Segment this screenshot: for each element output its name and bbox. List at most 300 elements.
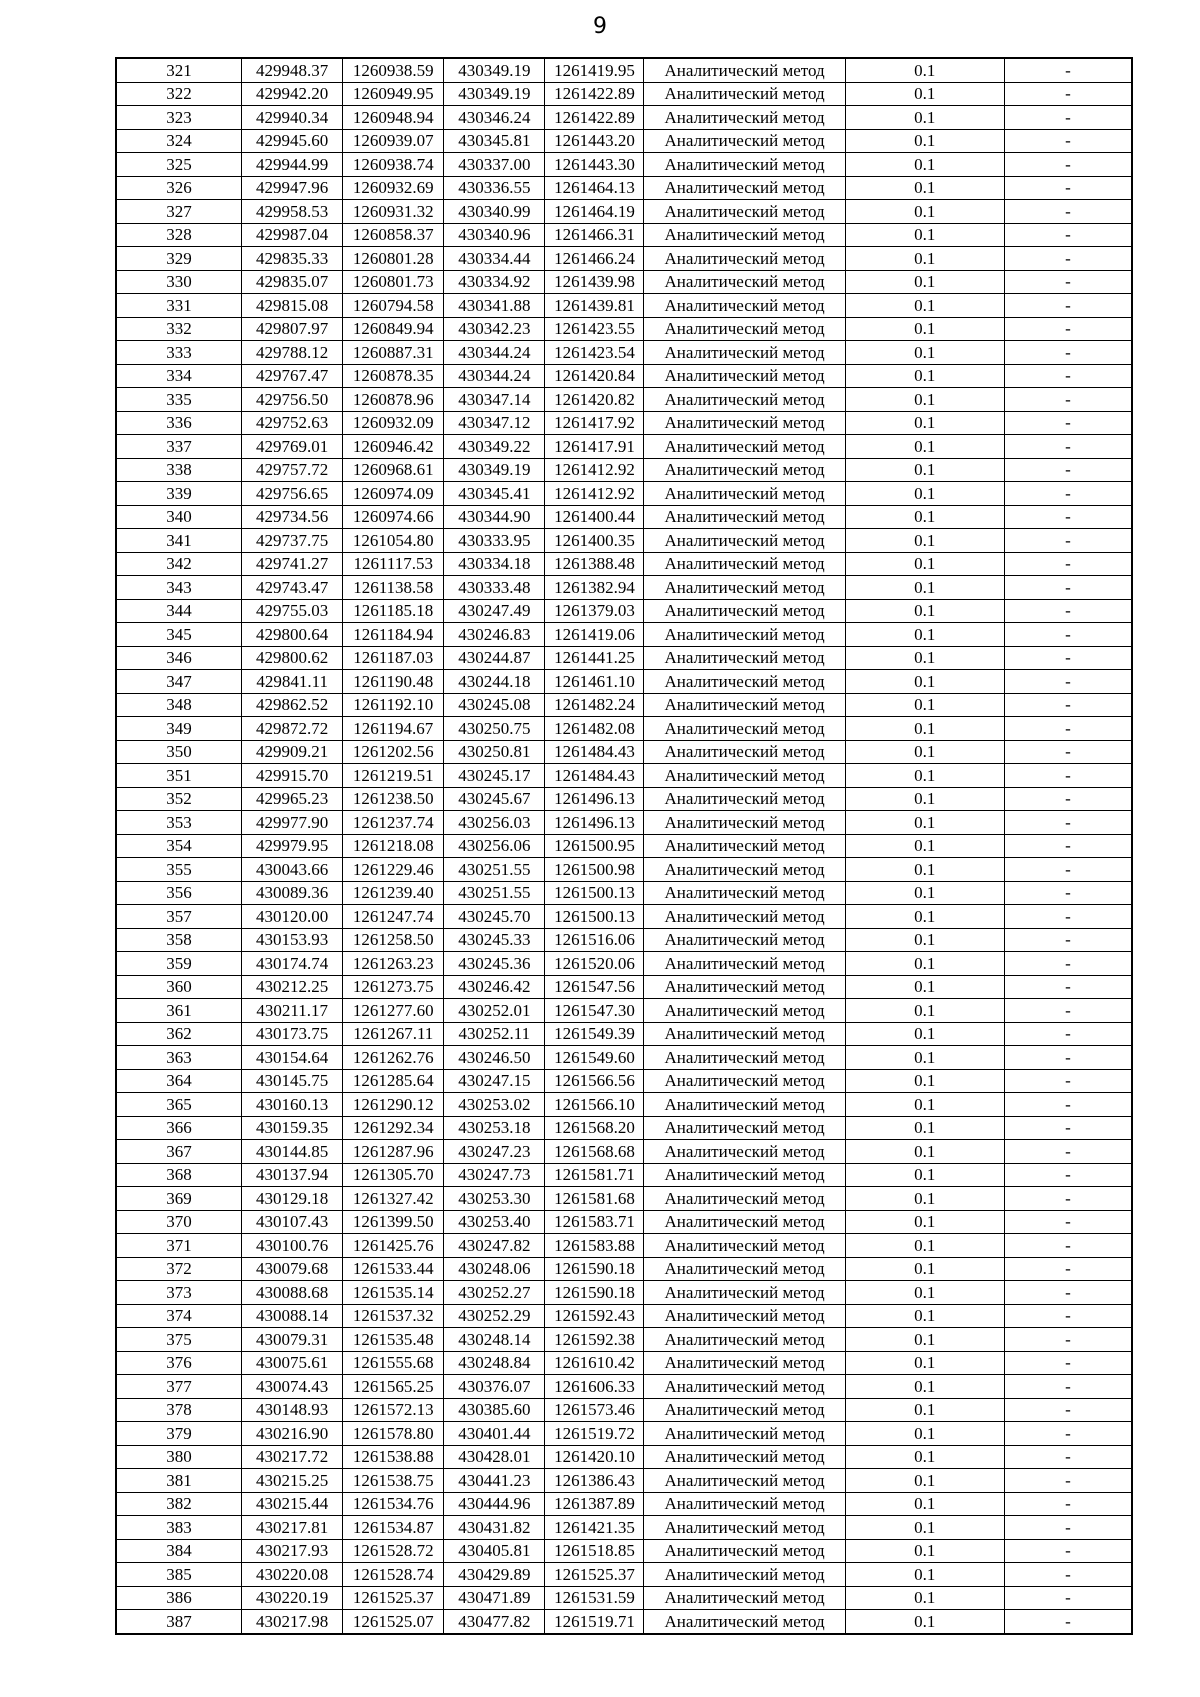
accuracy-cell: 0.1: [845, 1492, 1004, 1516]
x-coordinate-2-cell: 430340.96: [444, 223, 545, 247]
table-row: [116, 552, 1132, 576]
method-cell: Аналитический метод: [644, 975, 845, 999]
method-cell: Аналитический метод: [644, 364, 845, 388]
accuracy-cell: 0.1: [845, 341, 1004, 365]
y-coordinate-2-cell: 1261519.71: [545, 1610, 644, 1634]
y-coordinate-1-cell: 1261528.74: [343, 1563, 444, 1587]
table-row: [116, 270, 1132, 294]
x-coordinate-1-cell: 429942.20: [242, 82, 343, 106]
y-coordinate-1-cell: 1261565.25: [343, 1375, 444, 1399]
y-coordinate-1-cell: 1261185.18: [343, 599, 444, 623]
x-coordinate-2-cell: 430349.19: [444, 82, 545, 106]
method-cell: Аналитический метод: [644, 411, 845, 435]
x-coordinate-1-cell: 430215.25: [242, 1469, 343, 1493]
y-coordinate-1-cell: 1261138.58: [343, 576, 444, 600]
method-cell: Аналитический метод: [644, 1234, 845, 1258]
table-row: [116, 1257, 1132, 1281]
note-cell: -: [1004, 881, 1132, 905]
x-coordinate-1-cell: 430220.08: [242, 1563, 343, 1587]
x-coordinate-1-cell: 430217.72: [242, 1445, 343, 1469]
note-cell: -: [1004, 435, 1132, 459]
x-coordinate-2-cell: 430471.89: [444, 1586, 545, 1610]
x-coordinate-2-cell: 430244.18: [444, 670, 545, 694]
table-row: [116, 106, 1132, 130]
table-row: [116, 1610, 1132, 1634]
note-cell: -: [1004, 717, 1132, 741]
note-cell: -: [1004, 529, 1132, 553]
accuracy-cell: 0.1: [845, 1422, 1004, 1446]
y-coordinate-2-cell: 1261519.72: [545, 1422, 644, 1446]
point-number-cell: 352: [116, 787, 242, 811]
note-cell: -: [1004, 458, 1132, 482]
accuracy-cell: 0.1: [845, 1304, 1004, 1328]
accuracy-cell: 0.1: [845, 1116, 1004, 1140]
table-row: [116, 1375, 1132, 1399]
table-row: [116, 740, 1132, 764]
x-coordinate-2-cell: 430244.87: [444, 646, 545, 670]
y-coordinate-2-cell: 1261500.13: [545, 881, 644, 905]
method-cell: Аналитический метод: [644, 999, 845, 1023]
y-coordinate-2-cell: 1261516.06: [545, 928, 644, 952]
x-coordinate-2-cell: 430248.84: [444, 1351, 545, 1375]
x-coordinate-2-cell: 430253.40: [444, 1210, 545, 1234]
method-cell: Аналитический метод: [644, 458, 845, 482]
y-coordinate-2-cell: 1261581.68: [545, 1187, 644, 1211]
note-cell: -: [1004, 975, 1132, 999]
accuracy-cell: 0.1: [845, 1445, 1004, 1469]
x-coordinate-2-cell: 430246.50: [444, 1046, 545, 1070]
y-coordinate-2-cell: 1261443.20: [545, 129, 644, 153]
point-number-cell: 339: [116, 482, 242, 506]
note-cell: -: [1004, 1234, 1132, 1258]
y-coordinate-2-cell: 1261592.38: [545, 1328, 644, 1352]
accuracy-cell: 0.1: [845, 787, 1004, 811]
y-coordinate-1-cell: 1261202.56: [343, 740, 444, 764]
y-coordinate-1-cell: 1261425.76: [343, 1234, 444, 1258]
x-coordinate-1-cell: 430079.31: [242, 1328, 343, 1352]
table-row: [116, 881, 1132, 905]
point-number-cell: 380: [116, 1445, 242, 1469]
y-coordinate-2-cell: 1261420.10: [545, 1445, 644, 1469]
point-number-cell: 358: [116, 928, 242, 952]
method-cell: Аналитический метод: [644, 505, 845, 529]
y-coordinate-2-cell: 1261464.19: [545, 200, 644, 224]
table-row: [116, 364, 1132, 388]
note-cell: -: [1004, 1445, 1132, 1469]
point-number-cell: 328: [116, 223, 242, 247]
coordinates-table: [115, 57, 1133, 1635]
note-cell: -: [1004, 670, 1132, 694]
accuracy-cell: 0.1: [845, 646, 1004, 670]
x-coordinate-2-cell: 430477.82: [444, 1610, 545, 1634]
y-coordinate-1-cell: 1261535.14: [343, 1281, 444, 1305]
note-cell: -: [1004, 1586, 1132, 1610]
x-coordinate-1-cell: 430212.25: [242, 975, 343, 999]
point-number-cell: 366: [116, 1116, 242, 1140]
note-cell: -: [1004, 82, 1132, 106]
x-coordinate-2-cell: 430341.88: [444, 294, 545, 318]
y-coordinate-2-cell: 1261412.92: [545, 458, 644, 482]
y-coordinate-2-cell: 1261461.10: [545, 670, 644, 694]
table-row: [116, 505, 1132, 529]
accuracy-cell: 0.1: [845, 1610, 1004, 1634]
table-row: [116, 1304, 1132, 1328]
accuracy-cell: 0.1: [845, 740, 1004, 764]
y-coordinate-2-cell: 1261547.30: [545, 999, 644, 1023]
note-cell: -: [1004, 176, 1132, 200]
note-cell: -: [1004, 952, 1132, 976]
accuracy-cell: 0.1: [845, 529, 1004, 553]
x-coordinate-1-cell: 430159.35: [242, 1116, 343, 1140]
x-coordinate-1-cell: 430154.64: [242, 1046, 343, 1070]
accuracy-cell: 0.1: [845, 505, 1004, 529]
x-coordinate-1-cell: 430173.75: [242, 1022, 343, 1046]
y-coordinate-1-cell: 1260938.74: [343, 153, 444, 177]
accuracy-cell: 0.1: [845, 200, 1004, 224]
table-row: [116, 787, 1132, 811]
method-cell: Аналитический метод: [644, 153, 845, 177]
y-coordinate-2-cell: 1261420.84: [545, 364, 644, 388]
accuracy-cell: 0.1: [845, 670, 1004, 694]
accuracy-cell: 0.1: [845, 599, 1004, 623]
note-cell: -: [1004, 388, 1132, 412]
y-coordinate-1-cell: 1260974.66: [343, 505, 444, 529]
x-coordinate-2-cell: 430251.55: [444, 858, 545, 882]
x-coordinate-2-cell: 430252.01: [444, 999, 545, 1023]
accuracy-cell: 0.1: [845, 952, 1004, 976]
x-coordinate-1-cell: 429915.70: [242, 764, 343, 788]
y-coordinate-1-cell: 1260949.95: [343, 82, 444, 106]
x-coordinate-1-cell: 430220.19: [242, 1586, 343, 1610]
point-number-cell: 343: [116, 576, 242, 600]
y-coordinate-2-cell: 1261568.68: [545, 1140, 644, 1164]
x-coordinate-1-cell: 429737.75: [242, 529, 343, 553]
y-coordinate-1-cell: 1261290.12: [343, 1093, 444, 1117]
y-coordinate-1-cell: 1261273.75: [343, 975, 444, 999]
table-row: [116, 1398, 1132, 1422]
method-cell: Аналитический метод: [644, 1398, 845, 1422]
method-cell: Аналитический метод: [644, 1069, 845, 1093]
method-cell: Аналитический метод: [644, 1210, 845, 1234]
method-cell: Аналитический метод: [644, 435, 845, 459]
method-cell: Аналитический метод: [644, 858, 845, 882]
y-coordinate-2-cell: 1261592.43: [545, 1304, 644, 1328]
point-number-cell: 354: [116, 834, 242, 858]
accuracy-cell: 0.1: [845, 106, 1004, 130]
x-coordinate-1-cell: 430144.85: [242, 1140, 343, 1164]
table-row: [116, 435, 1132, 459]
x-coordinate-1-cell: 429944.99: [242, 153, 343, 177]
x-coordinate-1-cell: 430043.66: [242, 858, 343, 882]
table-row: [116, 1422, 1132, 1446]
accuracy-cell: 0.1: [845, 223, 1004, 247]
point-number-cell: 325: [116, 153, 242, 177]
note-cell: -: [1004, 834, 1132, 858]
method-cell: Аналитический метод: [644, 646, 845, 670]
accuracy-cell: 0.1: [845, 999, 1004, 1023]
x-coordinate-1-cell: 429743.47: [242, 576, 343, 600]
table-row: [116, 1351, 1132, 1375]
note-cell: -: [1004, 1281, 1132, 1305]
accuracy-cell: 0.1: [845, 411, 1004, 435]
accuracy-cell: 0.1: [845, 1210, 1004, 1234]
y-coordinate-2-cell: 1261525.37: [545, 1563, 644, 1587]
accuracy-cell: 0.1: [845, 975, 1004, 999]
x-coordinate-2-cell: 430253.30: [444, 1187, 545, 1211]
table-row: [116, 858, 1132, 882]
note-cell: -: [1004, 294, 1132, 318]
accuracy-cell: 0.1: [845, 1069, 1004, 1093]
table-row: [116, 317, 1132, 341]
note-cell: -: [1004, 58, 1132, 82]
y-coordinate-1-cell: 1261578.80: [343, 1422, 444, 1446]
y-coordinate-1-cell: 1261399.50: [343, 1210, 444, 1234]
note-cell: -: [1004, 247, 1132, 271]
x-coordinate-2-cell: 430247.23: [444, 1140, 545, 1164]
y-coordinate-2-cell: 1261484.43: [545, 740, 644, 764]
note-cell: -: [1004, 787, 1132, 811]
point-number-cell: 333: [116, 341, 242, 365]
accuracy-cell: 0.1: [845, 1469, 1004, 1493]
point-number-cell: 324: [116, 129, 242, 153]
note-cell: -: [1004, 1304, 1132, 1328]
method-cell: Аналитический метод: [644, 1187, 845, 1211]
x-coordinate-2-cell: 430346.24: [444, 106, 545, 130]
x-coordinate-2-cell: 430347.14: [444, 388, 545, 412]
table-row: [116, 623, 1132, 647]
note-cell: -: [1004, 341, 1132, 365]
y-coordinate-2-cell: 1261400.44: [545, 505, 644, 529]
point-number-cell: 322: [116, 82, 242, 106]
point-number-cell: 349: [116, 717, 242, 741]
x-coordinate-1-cell: 430217.81: [242, 1516, 343, 1540]
note-cell: -: [1004, 411, 1132, 435]
note-cell: -: [1004, 1563, 1132, 1587]
point-number-cell: 332: [116, 317, 242, 341]
y-coordinate-2-cell: 1261590.18: [545, 1257, 644, 1281]
note-cell: -: [1004, 1210, 1132, 1234]
table-row: [116, 693, 1132, 717]
note-cell: -: [1004, 1422, 1132, 1446]
table-row: [116, 646, 1132, 670]
y-coordinate-1-cell: 1261194.67: [343, 717, 444, 741]
note-cell: -: [1004, 1187, 1132, 1211]
note-cell: -: [1004, 270, 1132, 294]
x-coordinate-2-cell: 430247.82: [444, 1234, 545, 1258]
x-coordinate-1-cell: 429752.63: [242, 411, 343, 435]
point-number-cell: 367: [116, 1140, 242, 1164]
accuracy-cell: 0.1: [845, 388, 1004, 412]
method-cell: Аналитический метод: [644, 1163, 845, 1187]
method-cell: Аналитический метод: [644, 1586, 845, 1610]
accuracy-cell: 0.1: [845, 1234, 1004, 1258]
y-coordinate-2-cell: 1261566.10: [545, 1093, 644, 1117]
point-number-cell: 327: [116, 200, 242, 224]
table-row: [116, 811, 1132, 835]
note-cell: -: [1004, 1516, 1132, 1540]
y-coordinate-2-cell: 1261573.46: [545, 1398, 644, 1422]
point-number-cell: 361: [116, 999, 242, 1023]
note-cell: -: [1004, 1469, 1132, 1493]
note-cell: -: [1004, 1163, 1132, 1187]
method-cell: Аналитический метод: [644, 388, 845, 412]
method-cell: Аналитический метод: [644, 1445, 845, 1469]
x-coordinate-1-cell: 430153.93: [242, 928, 343, 952]
point-number-cell: 359: [116, 952, 242, 976]
accuracy-cell: 0.1: [845, 294, 1004, 318]
x-coordinate-2-cell: 430334.18: [444, 552, 545, 576]
table-row: [116, 482, 1132, 506]
accuracy-cell: 0.1: [845, 693, 1004, 717]
accuracy-cell: 0.1: [845, 153, 1004, 177]
y-coordinate-2-cell: 1261464.13: [545, 176, 644, 200]
accuracy-cell: 0.1: [845, 176, 1004, 200]
x-coordinate-2-cell: 430334.92: [444, 270, 545, 294]
x-coordinate-2-cell: 430245.33: [444, 928, 545, 952]
y-coordinate-1-cell: 1260878.96: [343, 388, 444, 412]
table-row: [116, 1234, 1132, 1258]
x-coordinate-1-cell: 429947.96: [242, 176, 343, 200]
y-coordinate-1-cell: 1261528.72: [343, 1539, 444, 1563]
method-cell: Аналитический метод: [644, 1257, 845, 1281]
point-number-cell: 375: [116, 1328, 242, 1352]
y-coordinate-1-cell: 1261537.32: [343, 1304, 444, 1328]
x-coordinate-2-cell: 430247.73: [444, 1163, 545, 1187]
y-coordinate-1-cell: 1261190.48: [343, 670, 444, 694]
note-cell: -: [1004, 200, 1132, 224]
x-coordinate-2-cell: 430256.06: [444, 834, 545, 858]
x-coordinate-2-cell: 430345.81: [444, 129, 545, 153]
accuracy-cell: 0.1: [845, 82, 1004, 106]
y-coordinate-1-cell: 1261218.08: [343, 834, 444, 858]
y-coordinate-1-cell: 1261237.74: [343, 811, 444, 835]
y-coordinate-2-cell: 1261382.94: [545, 576, 644, 600]
y-coordinate-1-cell: 1261534.87: [343, 1516, 444, 1540]
x-coordinate-1-cell: 429800.62: [242, 646, 343, 670]
note-cell: -: [1004, 1257, 1132, 1281]
x-coordinate-1-cell: 430079.68: [242, 1257, 343, 1281]
x-coordinate-1-cell: 430145.75: [242, 1069, 343, 1093]
method-cell: Аналитический метод: [644, 552, 845, 576]
x-coordinate-1-cell: 429835.33: [242, 247, 343, 271]
x-coordinate-2-cell: 430444.96: [444, 1492, 545, 1516]
point-number-cell: 387: [116, 1610, 242, 1634]
method-cell: Аналитический метод: [644, 1539, 845, 1563]
method-cell: Аналитический метод: [644, 482, 845, 506]
method-cell: Аналитический метод: [644, 1093, 845, 1117]
x-coordinate-1-cell: 430107.43: [242, 1210, 343, 1234]
point-number-cell: 337: [116, 435, 242, 459]
y-coordinate-1-cell: 1261292.34: [343, 1116, 444, 1140]
table-row: [116, 223, 1132, 247]
point-number-cell: 373: [116, 1281, 242, 1305]
y-coordinate-1-cell: 1261285.64: [343, 1069, 444, 1093]
accuracy-cell: 0.1: [845, 552, 1004, 576]
x-coordinate-2-cell: 430245.36: [444, 952, 545, 976]
point-number-cell: 344: [116, 599, 242, 623]
accuracy-cell: 0.1: [845, 129, 1004, 153]
table-row: [116, 1093, 1132, 1117]
table-row: [116, 928, 1132, 952]
y-coordinate-1-cell: 1261247.74: [343, 905, 444, 929]
point-number-cell: 326: [116, 176, 242, 200]
method-cell: Аналитический метод: [644, 176, 845, 200]
table-row: [116, 599, 1132, 623]
table-row: [116, 1469, 1132, 1493]
table-row: [116, 1563, 1132, 1587]
x-coordinate-1-cell: 430100.76: [242, 1234, 343, 1258]
table-row: [116, 153, 1132, 177]
point-number-cell: 341: [116, 529, 242, 553]
table-row: [116, 1163, 1132, 1187]
note-cell: -: [1004, 1069, 1132, 1093]
method-cell: Аналитический метод: [644, 576, 845, 600]
y-coordinate-2-cell: 1261439.81: [545, 294, 644, 318]
x-coordinate-1-cell: 429788.12: [242, 341, 343, 365]
x-coordinate-2-cell: 430250.75: [444, 717, 545, 741]
method-cell: Аналитический метод: [644, 1046, 845, 1070]
x-coordinate-1-cell: 430215.44: [242, 1492, 343, 1516]
x-coordinate-2-cell: 430245.67: [444, 787, 545, 811]
table-row: [116, 294, 1132, 318]
point-number-cell: 379: [116, 1422, 242, 1446]
point-number-cell: 331: [116, 294, 242, 318]
y-coordinate-1-cell: 1261187.03: [343, 646, 444, 670]
y-coordinate-2-cell: 1261443.30: [545, 153, 644, 177]
x-coordinate-2-cell: 430246.83: [444, 623, 545, 647]
x-coordinate-1-cell: 429767.47: [242, 364, 343, 388]
method-cell: Аналитический метод: [644, 764, 845, 788]
y-coordinate-1-cell: 1260946.42: [343, 435, 444, 459]
x-coordinate-1-cell: 430217.93: [242, 1539, 343, 1563]
method-cell: Аналитический метод: [644, 106, 845, 130]
y-coordinate-1-cell: 1260801.28: [343, 247, 444, 271]
accuracy-cell: 0.1: [845, 623, 1004, 647]
y-coordinate-2-cell: 1261386.43: [545, 1469, 644, 1493]
method-cell: Аналитический метод: [644, 1351, 845, 1375]
table-row: [116, 341, 1132, 365]
accuracy-cell: 0.1: [845, 1163, 1004, 1187]
table-row: [116, 200, 1132, 224]
y-coordinate-2-cell: 1261466.31: [545, 223, 644, 247]
table-row: [116, 1069, 1132, 1093]
y-coordinate-2-cell: 1261482.08: [545, 717, 644, 741]
x-coordinate-1-cell: 430216.90: [242, 1422, 343, 1446]
method-cell: Аналитический метод: [644, 1422, 845, 1446]
x-coordinate-1-cell: 429945.60: [242, 129, 343, 153]
y-coordinate-2-cell: 1261423.55: [545, 317, 644, 341]
method-cell: Аналитический метод: [644, 740, 845, 764]
y-coordinate-2-cell: 1261422.89: [545, 82, 644, 106]
note-cell: -: [1004, 482, 1132, 506]
x-coordinate-2-cell: 430253.18: [444, 1116, 545, 1140]
note-cell: -: [1004, 764, 1132, 788]
accuracy-cell: 0.1: [845, 1187, 1004, 1211]
point-number-cell: 360: [116, 975, 242, 999]
coordinates-table-body: [116, 58, 1132, 1634]
table-row: [116, 529, 1132, 553]
table-row: [116, 1140, 1132, 1164]
x-coordinate-2-cell: 430248.14: [444, 1328, 545, 1352]
x-coordinate-1-cell: 429807.97: [242, 317, 343, 341]
y-coordinate-1-cell: 1261238.50: [343, 787, 444, 811]
x-coordinate-1-cell: 429835.07: [242, 270, 343, 294]
table-row: [116, 1539, 1132, 1563]
table-row: [116, 1516, 1132, 1540]
y-coordinate-2-cell: 1261482.24: [545, 693, 644, 717]
x-coordinate-1-cell: 430137.94: [242, 1163, 343, 1187]
method-cell: Аналитический метод: [644, 928, 845, 952]
